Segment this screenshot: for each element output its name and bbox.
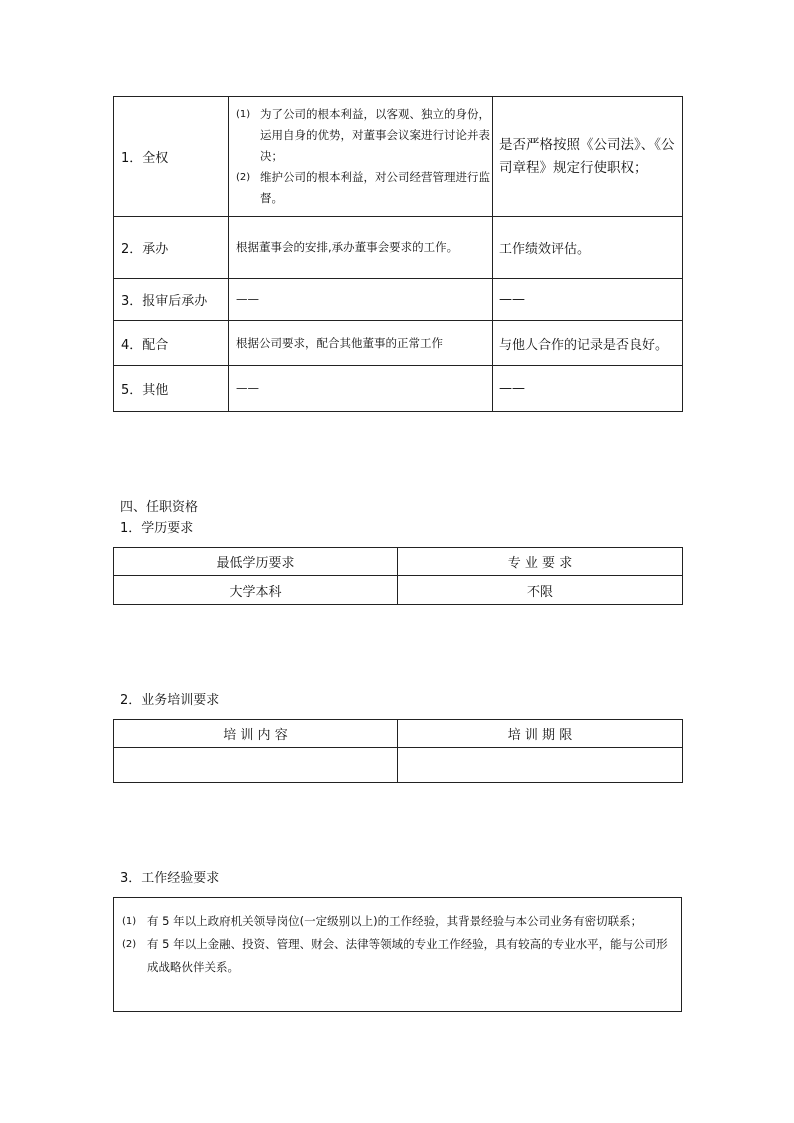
- experience-title: 3．工作经验要求: [120, 871, 220, 886]
- table-cell: 不限: [398, 576, 683, 605]
- section-title: 四、任职资格: [120, 500, 199, 515]
- education-table: [113, 547, 683, 605]
- duty-criteria: 与他人合作的记录是否良好。: [493, 321, 683, 366]
- duty-content: 根据董事会的安排,承办董事会要求的工作。: [229, 217, 493, 279]
- item-number: (2): [236, 172, 251, 183]
- training-table: [113, 719, 683, 783]
- duties-table: [113, 96, 683, 412]
- item-text: 有 5 年以上政府机关领导岗位(一定级别以上)的工作经验，其背景经验与本公司业务有密切联系；: [147, 914, 643, 928]
- table-row: [114, 321, 683, 366]
- table-cell: 大学本科: [114, 576, 398, 605]
- table-header-row: [114, 720, 683, 748]
- duty-criteria: ——: [493, 279, 683, 321]
- table-header-row: [114, 548, 683, 576]
- list-item: [236, 167, 492, 209]
- table-row: [114, 576, 683, 605]
- item-number: (1): [236, 109, 251, 120]
- column-header: 培 训 期 限: [398, 720, 683, 748]
- table-row: [114, 97, 683, 217]
- training-title: 2．业务培训要求: [120, 693, 220, 708]
- item-number: (1): [122, 916, 137, 927]
- table-row: [114, 366, 683, 412]
- experience-box: [113, 897, 682, 1012]
- duty-criteria: 是否严格按照《公司法》、《公司章程》规定行使职权；: [493, 97, 683, 217]
- education-title: 1．学历要求: [120, 521, 194, 536]
- table-cell: [398, 748, 683, 783]
- list-item: [236, 104, 492, 167]
- duty-name: 4．配合: [114, 321, 229, 366]
- list-item: [114, 933, 681, 979]
- column-header: 专 业 要 求: [398, 548, 683, 576]
- duty-name: 5．其他: [114, 366, 229, 412]
- duty-criteria: 工作绩效评估。: [493, 217, 683, 279]
- item-text: 维护公司的根本利益，对公司经营管理进行监督。: [260, 170, 490, 205]
- table-row: [114, 748, 683, 783]
- column-header: 培 训 内 容: [114, 720, 398, 748]
- duty-content: ——: [229, 366, 493, 412]
- duty-name: 3．报审后承办: [114, 279, 229, 321]
- item-text: 为了公司的根本利益，以客观、独立的身份，运用自身的优势，对董事会议案进行讨论并表决；: [260, 107, 490, 163]
- duty-name: 1．全权: [114, 97, 229, 217]
- list-item: [114, 910, 681, 933]
- column-header: 最低学历要求: [114, 548, 398, 576]
- duty-name: 2．承办: [114, 217, 229, 279]
- item-text: 有 5 年以上金融、投资、管理、财会、法律等领域的专业工作经验，具有较高的专业水平，能与公司形成战略伙伴关系。: [147, 937, 668, 974]
- duty-content: 根据公司要求，配合其他董事的正常工作: [229, 321, 493, 366]
- table-cell: [114, 748, 398, 783]
- duty-criteria: ——: [493, 366, 683, 412]
- table-row: [114, 279, 683, 321]
- item-number: (2): [122, 939, 137, 950]
- duty-content: ——: [229, 279, 493, 321]
- duty-content: [229, 97, 493, 217]
- table-row: [114, 217, 683, 279]
